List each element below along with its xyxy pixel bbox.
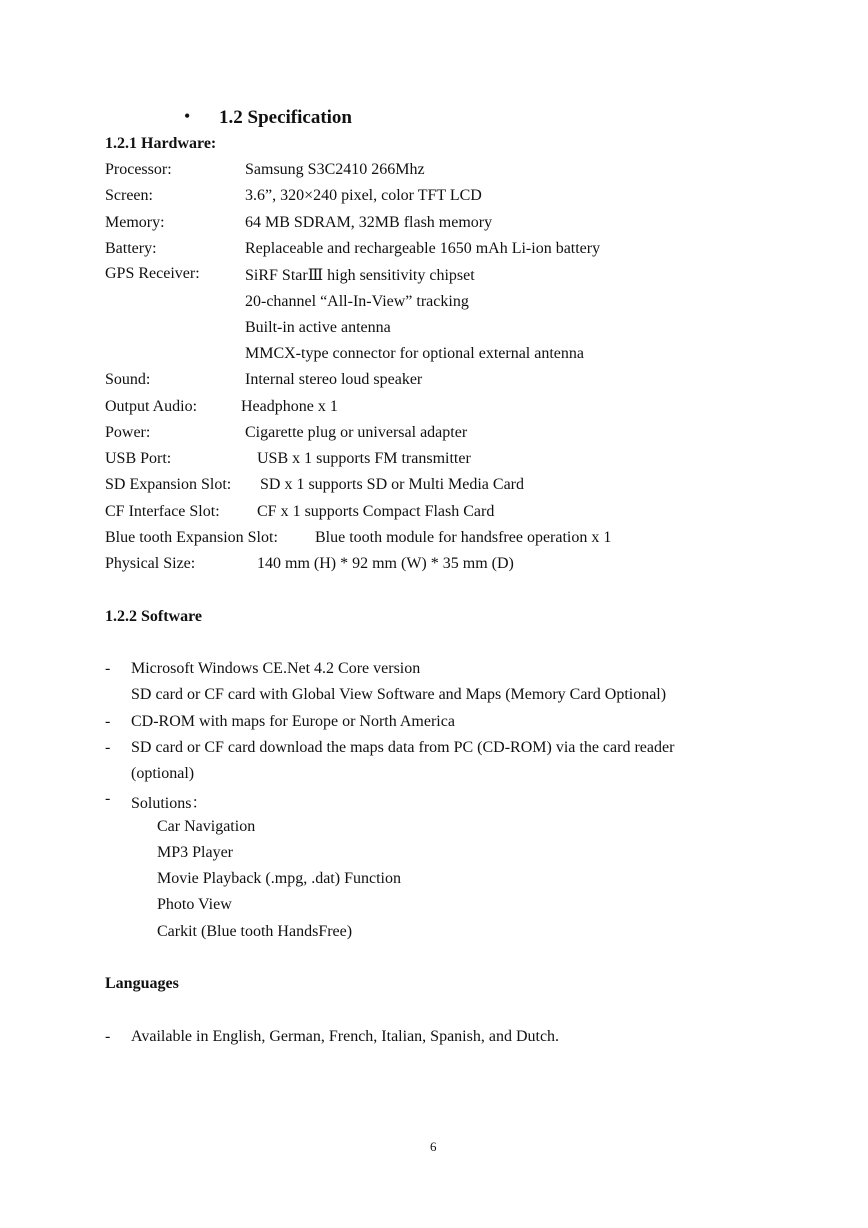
solution-item: MP3 Player xyxy=(157,844,233,861)
spec-label-usb: USB Port: xyxy=(105,450,172,467)
spec-label-gps: GPS Receiver: xyxy=(105,265,200,282)
spec-value-sound: Internal stereo loud speaker xyxy=(245,371,423,388)
software-dash: - xyxy=(105,790,111,807)
spec-value-cf-slot: CF x 1 supports Compact Flash Card xyxy=(257,503,495,520)
software-item-os: Microsoft Windows CE.Net 4.2 Core version xyxy=(131,660,421,677)
software-dash: - xyxy=(105,713,111,730)
spec-label-battery: Battery: xyxy=(105,240,157,257)
spec-label-processor: Processor: xyxy=(105,161,172,178)
solution-item: Movie Playback (.mpg, .dat) Function xyxy=(157,870,401,887)
languages-dash: - xyxy=(105,1028,111,1045)
spec-value-memory: 64 MB SDRAM, 32MB flash memory xyxy=(245,214,493,231)
spec-value-gps-tracking: 20-channel “All-In-View” tracking xyxy=(245,293,469,310)
spec-label-power: Power: xyxy=(105,424,151,441)
software-title: 1.2.2 Software xyxy=(105,608,203,625)
software-dash: - xyxy=(105,739,111,756)
software-item-download: SD card or CF card download the maps data from PC (CD-ROM) via the card reader xyxy=(131,739,675,756)
solution-item: Carkit (Blue tooth HandsFree) xyxy=(157,923,353,940)
spec-label-screen: Screen: xyxy=(105,187,153,204)
software-item-download-optional: (optional) xyxy=(131,765,195,782)
software-item-cdrom: CD-ROM with maps for Europe or North America xyxy=(131,713,455,730)
software-item-solutions: Solutions： xyxy=(131,795,208,812)
spec-label-cf-slot: CF Interface Slot: xyxy=(105,503,220,520)
spec-value-processor: Samsung S3C2410 266Mhz xyxy=(245,161,425,178)
languages-title: Languages xyxy=(105,975,179,992)
spec-label-memory: Memory: xyxy=(105,214,165,231)
spec-value-bluetooth: Blue tooth module for handsfree operation x 1 xyxy=(315,529,612,546)
spec-value-gps-connector: MMCX-type connector for optional external antenna xyxy=(245,345,584,362)
spec-label-sd-slot: SD Expansion Slot: xyxy=(105,476,232,493)
hardware-title: 1.2.1 Hardware: xyxy=(105,135,217,152)
software-item-os-maps: SD card or CF card with Global View Software and Maps (Memory Card Optional) xyxy=(131,686,667,703)
spec-value-screen: 3.6”, 320×240 pixel, color TFT LCD xyxy=(245,187,482,204)
spec-label-bluetooth: Blue tooth Expansion Slot: xyxy=(105,529,278,546)
spec-value-battery: Replaceable and rechargeable 1650 mAh Li-ion battery xyxy=(245,240,601,257)
languages-text: Available in English, German, French, Italian, Spanish, and Dutch. xyxy=(131,1028,560,1045)
solution-item: Car Navigation xyxy=(157,818,256,835)
spec-value-gps-antenna: Built-in active antenna xyxy=(245,319,391,336)
spec-value-power: Cigarette plug or universal adapter xyxy=(245,424,468,441)
spec-label-output-audio: Output Audio: xyxy=(105,398,198,415)
spec-value-gps-chipset: SiRF StarⅢ high sensitivity chipset xyxy=(245,267,475,284)
solution-item: Photo View xyxy=(157,896,232,913)
page-number: 6 xyxy=(430,1139,437,1154)
section-title: 1.2 Specification xyxy=(219,107,352,128)
spec-label-physical-size: Physical Size: xyxy=(105,555,196,572)
spec-label-sound: Sound: xyxy=(105,371,151,388)
software-dash: - xyxy=(105,660,111,677)
spec-value-usb: USB x 1 supports FM transmitter xyxy=(257,450,471,467)
spec-value-output-audio: Headphone x 1 xyxy=(241,398,338,415)
spec-value-physical-size: 140 mm (H) * 92 mm (W) * 35 mm (D) xyxy=(257,555,514,572)
section-bullet: • xyxy=(184,106,191,126)
spec-value-sd-slot: SD x 1 supports SD or Multi Media Card xyxy=(260,476,524,493)
